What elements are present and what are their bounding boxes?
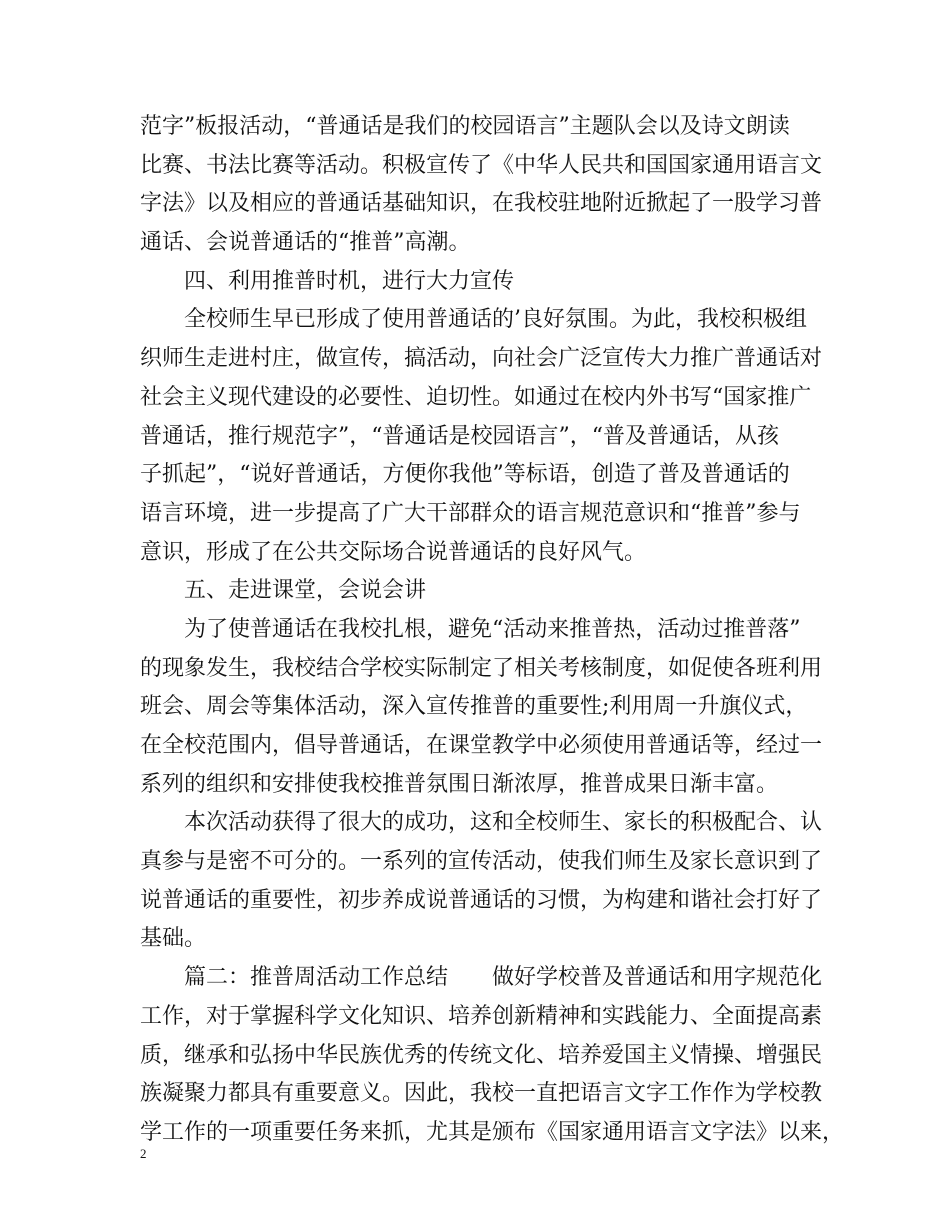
text-line: 全校师生早已形成了使用普通话的’良好氛围。为此，我校积极组 — [184, 307, 807, 333]
text-line: 篇二：推普周活动工作总结 做好学校普及普通话和用字规范化 — [184, 965, 823, 991]
text-line: 工作，对于掌握科学文化知识、培养创新精神和实践能力、全面提高素 — [140, 1003, 823, 1029]
text-line: 通话、会说普通话的“推普”高潮。 — [140, 230, 471, 256]
text-line: 质，继承和弘扬中华民族优秀的传统文化、培养爱国主义情操、增强民 — [140, 1042, 823, 1068]
section-heading: 五、走进课堂，会说会讲 — [184, 578, 427, 604]
text-line: 语言环境，进一步提高了广大干部群众的语言规范意识和“推普”参与 — [140, 500, 801, 526]
text-line: 学工作的一项重要任务来抓，尤其是颁布《国家通用语言文字法》以来， — [140, 1119, 845, 1145]
text-line: 子抓起”，“说好普通话，方便你我他”等标语，创造了普及普通话的 — [140, 462, 790, 488]
page-number: 2 — [140, 1146, 147, 1161]
text-line: 为了使普通话在我校扎根，避免“活动来推普热，活动过推普落” — [184, 616, 801, 642]
text-line: 本次活动获得了很大的成功，这和全校师生、家长的积极配合、认 — [184, 810, 823, 836]
text-line: 真参与是密不可分的。一系列的宣传活动，使我们师生及家长意识到了 — [140, 849, 823, 875]
text-line: 说普通话的重要性，初步养成说普通话的习惯，为构建和谐社会打好了 — [140, 887, 823, 913]
text-line: 字法》以及相应的普通话基础知识，在我校驻地附近掀起了一股学习普 — [140, 191, 823, 217]
text-line: 普通话，推行规范字”，“普通话是校园语言”，“普及普通话，从孩 — [140, 423, 779, 449]
text-line: 在全校范围内，倡导普通话，在课堂教学中必须使用普通话等，经过一 — [140, 733, 823, 758]
text-line: 系列的组织和安排使我校推普氛围日渐浓厚，推普成果日渐丰富。 — [140, 771, 779, 797]
text-line: 的现象发生，我校结合学校实际制定了相关考核制度，如促使各班利用 — [140, 655, 823, 681]
text-line: 基础。 — [140, 926, 207, 952]
text-line: 织师生走进村庄，做宣传，搞活动，向社会广泛宣传大力推广普通话对 — [140, 346, 823, 372]
section-heading: 四、利用推普时机，进行大力宣传 — [184, 268, 515, 294]
body-text — [140, 108, 845, 1153]
text-line: 社会主义现代建设的必要性、迫切性。如通过在校内外书写“国家推广 — [140, 384, 812, 410]
text-line: 族凝聚力都具有重要意义。因此，我校一直把语言文字工作作为学校教 — [140, 1081, 823, 1107]
text-line: 范字”板报活动，“普通话是我们的校园语言”主题队会以及诗文朗读 — [140, 114, 790, 139]
text-line: 意识，形成了在公共交际场合说普通话的良好风气。 — [140, 539, 647, 565]
text-line: 比赛、书法比赛等活动。积极宣传了《中华人民共和国国家通用语言文 — [140, 152, 823, 178]
text-line: 班会、周会等集体活动，深入宣传推普的重要性;利用周一升旗仪式， — [140, 694, 808, 720]
